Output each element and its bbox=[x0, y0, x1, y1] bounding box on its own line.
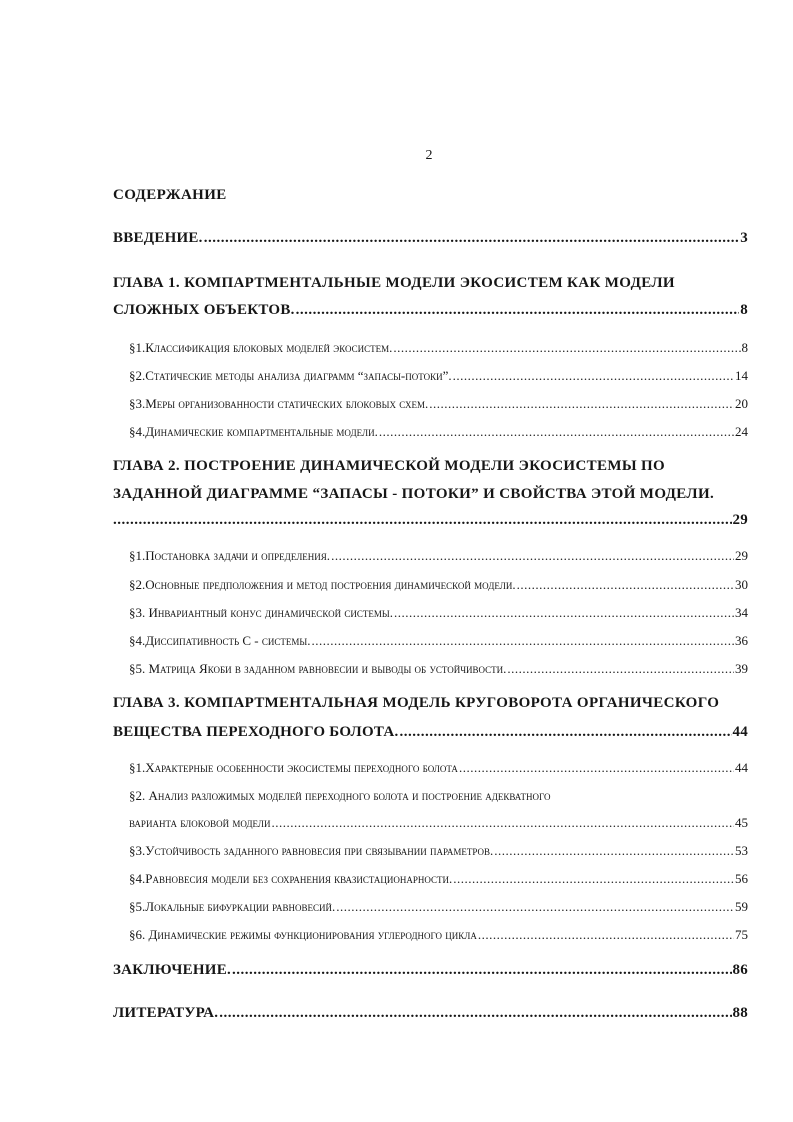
dot-leader bbox=[204, 230, 740, 247]
toc-entry-page: 3 bbox=[740, 230, 748, 246]
dot-leader bbox=[453, 871, 734, 887]
toc-section-page: 14 bbox=[735, 368, 748, 383]
toc-section-title: §2.Основные предположения и метод построения динамической модели. bbox=[129, 577, 516, 592]
toc-section-title: §3. Инвариантный конус динамической системы. bbox=[129, 605, 393, 620]
toc-section-title: §5.Локальные бифуркации равновесий. bbox=[129, 899, 336, 914]
dot-leader bbox=[379, 424, 734, 440]
toc-section-page: 59 bbox=[735, 899, 748, 914]
chapter-2-title-cont[interactable]: ЗАДАННОЙ ДИАГРАММЕ “ЗАПАСЫ - ПОТОКИ” И СВОЙСТВА ЭТОЙ МОДЕЛИ. bbox=[113, 486, 715, 502]
toc-section[interactable] bbox=[129, 396, 748, 412]
toc-section-title: §1.Постановка задачи и определения. bbox=[129, 548, 331, 563]
toc-section[interactable] bbox=[129, 633, 748, 649]
dot-leader bbox=[459, 760, 734, 776]
toc-section[interactable] bbox=[129, 605, 748, 621]
toc-section-page: 8 bbox=[741, 340, 748, 355]
toc-heading: СОДЕРЖАНИЕ bbox=[113, 187, 227, 203]
toc-entry-page: 88 bbox=[732, 1005, 748, 1021]
toc-section-title[interactable]: §2. Анализ разложимых моделей переходного болота и построение адекватного bbox=[129, 788, 551, 803]
toc-entry-page: 8 bbox=[740, 302, 748, 318]
dot-leader bbox=[272, 815, 735, 831]
dot-leader bbox=[478, 927, 734, 943]
toc-section[interactable] bbox=[129, 871, 748, 887]
toc-section[interactable] bbox=[129, 927, 748, 943]
dot-leader bbox=[113, 512, 732, 529]
toc-section-page: 39 bbox=[735, 661, 748, 676]
toc-section[interactable] bbox=[129, 424, 748, 440]
toc-section-page: 24 bbox=[735, 424, 748, 439]
toc-section-page: 36 bbox=[735, 633, 748, 648]
chapter-2-entry[interactable] bbox=[113, 512, 748, 529]
toc-section-title-cont: варианта блоковой модели bbox=[129, 815, 271, 830]
toc-section-title: §4.Равновесия модели без сохранения квазистационарности. bbox=[129, 871, 453, 886]
toc-section[interactable] bbox=[129, 661, 748, 677]
chapter-1-entry[interactable] bbox=[113, 302, 748, 319]
toc-section[interactable] bbox=[129, 577, 748, 593]
toc-section-title: §3.Меры организованности статических блоковых схем. bbox=[129, 396, 429, 411]
dot-leader bbox=[429, 396, 734, 412]
toc-section-page: 34 bbox=[735, 605, 748, 620]
toc-entry-page: 29 bbox=[732, 512, 748, 528]
toc-section-title: §4.Динамические компартментальные модели. bbox=[129, 424, 378, 439]
dot-leader bbox=[331, 548, 734, 564]
dot-leader bbox=[393, 340, 740, 356]
toc-section-page: 45 bbox=[735, 815, 748, 830]
chapter-3-entry[interactable] bbox=[113, 724, 748, 741]
toc-section-title: §1.Классификация блоковых моделей экосистем. bbox=[129, 340, 393, 355]
toc-section-title: §6. Динамические режимы функционирования углеродного цикла bbox=[129, 927, 477, 942]
toc-section[interactable] bbox=[129, 815, 748, 831]
toc-entry-page: 86 bbox=[732, 962, 748, 978]
toc-section-page: 56 bbox=[735, 871, 748, 886]
chapter-1-title[interactable]: ГЛАВА 1. КОМПАРТМЕНТАЛЬНЫЕ МОДЕЛИ ЭКОСИСТЕМ КАК МОДЕЛИ bbox=[113, 275, 675, 291]
dot-leader bbox=[507, 661, 734, 677]
toc-entry-conclusion[interactable] bbox=[113, 962, 748, 979]
toc-entry-introduction[interactable] bbox=[113, 230, 748, 247]
toc-section-page: 29 bbox=[735, 548, 748, 563]
toc-section-title: §2.Статические методы анализа диаграмм “запасы-потоки”. bbox=[129, 368, 452, 383]
toc-entry-page: 44 bbox=[732, 724, 748, 740]
chapter-2-title[interactable]: ГЛАВА 2. ПОСТРОЕНИЕ ДИНАМИЧЕСКОЙ МОДЕЛИ ЭКОСИСТЕМЫ ПО bbox=[113, 458, 666, 474]
dot-leader bbox=[219, 1005, 731, 1022]
dot-leader bbox=[296, 302, 740, 319]
chapter-3-title[interactable]: ГЛАВА 3. КОМПАРТМЕНТАЛЬНАЯ МОДЕЛЬ КРУГОВОРОТА ОРГАНИЧЕСКОГО bbox=[113, 695, 720, 711]
toc-entry-title: ВВЕДЕНИЕ. bbox=[113, 230, 203, 246]
toc-entry-title: ЛИТЕРАТУРА. bbox=[113, 1005, 219, 1021]
dot-leader bbox=[311, 633, 734, 649]
toc-section-page: 53 bbox=[735, 843, 748, 858]
dot-leader bbox=[232, 962, 732, 979]
toc-section[interactable] bbox=[129, 340, 748, 356]
toc-section[interactable] bbox=[129, 843, 748, 859]
dot-leader bbox=[494, 843, 734, 859]
dot-leader bbox=[453, 368, 734, 384]
dot-leader bbox=[399, 724, 731, 741]
toc-entry-title: ЗАКЛЮЧЕНИЕ. bbox=[113, 962, 231, 978]
page-number: 2 bbox=[425, 148, 433, 163]
toc-entry-references[interactable] bbox=[113, 1005, 748, 1022]
toc-section-title: §1.Характерные особенности экосистемы переходного болота bbox=[129, 760, 458, 775]
toc-entry-title: ВЕЩЕСТВА ПЕРЕХОДНОГО БОЛОТА. bbox=[113, 724, 399, 740]
toc-entry-title: СЛОЖНЫХ ОБЪЕКТОВ. bbox=[113, 302, 295, 318]
toc-section-page: 75 bbox=[735, 927, 748, 942]
toc-section-title: §4.Диссипативность С - системы. bbox=[129, 633, 311, 648]
dot-leader bbox=[336, 899, 734, 915]
toc-section[interactable] bbox=[129, 548, 748, 564]
toc-section-page: 44 bbox=[735, 760, 748, 775]
toc-section[interactable] bbox=[129, 760, 748, 776]
toc-section-title: §3.Устойчивость заданного равновесия при связывании параметров. bbox=[129, 843, 494, 858]
dot-leader bbox=[517, 577, 734, 593]
dot-leader bbox=[394, 605, 734, 621]
toc-section-page: 30 bbox=[735, 577, 748, 592]
toc-section[interactable] bbox=[129, 368, 748, 384]
toc-section[interactable] bbox=[129, 899, 748, 915]
toc-section-page: 20 bbox=[735, 396, 748, 411]
toc-section-title: §5. Матрица Якоби в заданном равновесии и выводы об устойчивости. bbox=[129, 661, 507, 676]
